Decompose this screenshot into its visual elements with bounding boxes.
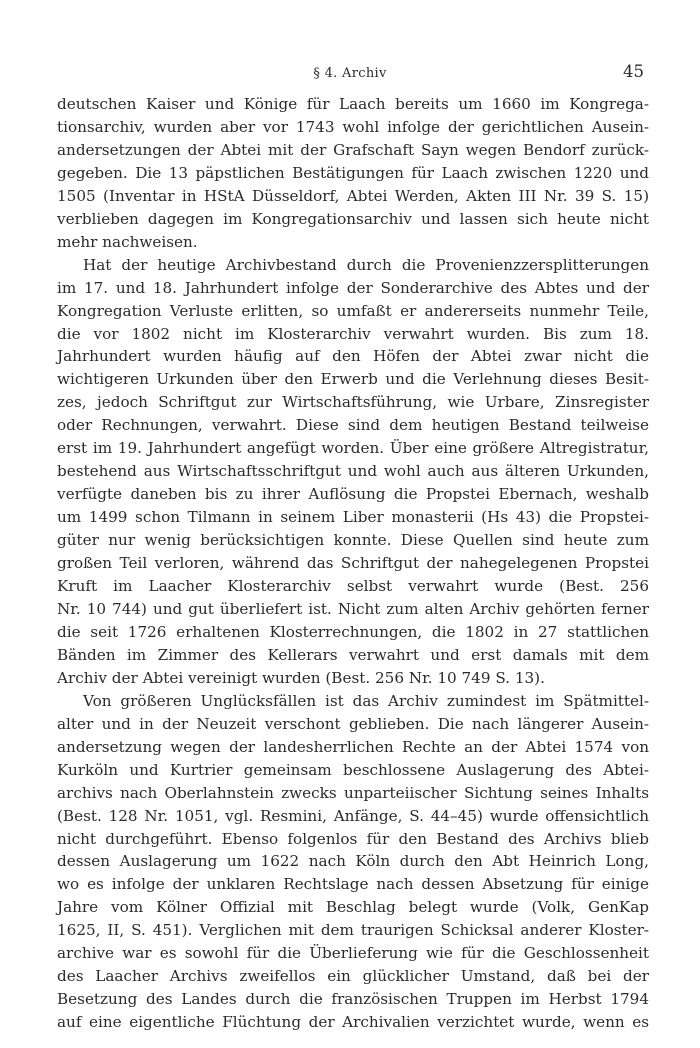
paragraph: [57, 93, 649, 254]
text-line: Bänden im Zimmer des Kellerars verwahrt und erst damals mit dem: [57, 645, 649, 664]
running-head: [0, 62, 700, 86]
text-line: verblieben dagegen im Kongregationsarchiv und lassen sich heute nicht: [57, 209, 649, 228]
text-line: tionsarchiv, wurden aber vor 1743 wohl infolge der gerichtlichen Ausein-: [57, 117, 649, 136]
body-text: [57, 93, 649, 1034]
text-line: Archiv der Abtei vereinigt wurden (Best. 256 Nr. 10 749 S. 13).: [57, 668, 545, 687]
text-line: erst im 19. Jahrhundert angefügt worden. Über eine größere Altregistratur,: [57, 439, 649, 458]
paragraph: [57, 690, 649, 1034]
text-line: Hat der heutige Archivbestand durch die Provenienzzersplitterungen: [83, 255, 649, 274]
text-line: Jahre vom Kölner Offizial mit Beschlag belegt wurde (Volk, GenKap: [57, 898, 649, 917]
page-number: 45: [623, 62, 644, 81]
text-line: auf eine eigentliche Flüchtung der Archivalien verzichtet wurde, wenn es: [57, 1013, 649, 1032]
text-line: verfügte daneben bis zu ihrer Auflösung die Propstei Ebernach, weshalb: [57, 485, 649, 504]
text-line: bestehend aus Wirtschaftsschriftgut und wohl auch aus älteren Urkunden,: [57, 462, 649, 481]
text-line: 1505 (Inventar in HStA Düsseldorf, Abtei Werden, Akten III Nr. 39 S. 15): [57, 186, 649, 205]
text-line: die vor 1802 nicht im Klosterarchiv verwahrt wurden. Bis zum 18.: [57, 324, 649, 343]
text-line: Kurköln und Kurtrier gemeinsam beschlossene Auslagerung des Abtei-: [57, 760, 649, 779]
text-line: Jahrhundert wurden häufig auf den Höfen der Abtei zwar nicht die: [57, 347, 649, 366]
text-line: um 1499 schon Tilmann in seinem Liber monasterii (Hs 43) die Propstei-: [57, 508, 649, 527]
text-line: großen Teil verloren, während das Schriftgut der nahegelegenen Propstei: [57, 554, 649, 573]
text-line: Kruft im Laacher Klosterarchiv selbst verwahrt wurde (Best. 256: [57, 577, 649, 596]
text-line: (Best. 128 Nr. 1051, vgl. Resmini, Anfänge, S. 44–45) wurde offensichtlich: [57, 806, 649, 825]
text-line: andersetzung wegen der landesherrlichen Rechte an der Abtei 1574 von: [57, 737, 649, 756]
text-line: Von größeren Unglücksfällen ist das Archiv zumindest im Spätmittel-: [83, 691, 649, 710]
text-line: wichtigeren Urkunden über den Erwerb und die Verlehnung dieses Besit-: [57, 370, 649, 389]
running-title: § 4. Archiv: [313, 66, 387, 81]
text-line: alter und in der Neuzeit verschont geblieben. Die nach längerer Ausein-: [57, 714, 649, 733]
text-line: archive war es sowohl für die Überlieferung wie für die Geschlossenheit: [57, 944, 649, 963]
text-line: des Laacher Archivs zweifellos ein glücklicher Umstand, daß bei der: [57, 967, 649, 986]
text-line: andersetzungen der Abtei mit der Grafschaft Sayn wegen Bendorf zurück-: [57, 140, 649, 159]
text-line: archivs nach Oberlahnstein zwecks unparteiischer Sichtung seines Inhalts: [57, 783, 649, 802]
text-line: Besetzung des Landes durch die französischen Truppen im Herbst 1794: [57, 990, 649, 1009]
text-line: im 17. und 18. Jahrhundert infolge der Sonderarchive des Abtes und der: [57, 278, 649, 297]
text-line: wo es infolge der unklaren Rechtslage nach dessen Absetzung für einige: [57, 875, 649, 894]
text-line: mehr nachweisen.: [57, 232, 198, 251]
text-line: oder Rechnungen, verwahrt. Diese sind dem heutigen Bestand teilweise: [57, 416, 649, 435]
text-line: dessen Auslagerung um 1622 nach Köln durch den Abt Heinrich Long,: [57, 852, 649, 871]
text-line: die seit 1726 erhaltenen Klosterrechnungen, die 1802 in 27 stattlichen: [57, 622, 649, 641]
text-line: 1625, II, S. 451). Verglichen mit dem traurigen Schicksal anderer Kloster-: [57, 921, 649, 940]
text-line: nicht durchgeführt. Ebenso folgenlos für den Bestand des Archivs blieb: [57, 829, 649, 848]
text-line: Kongregation Verluste erlitten, so umfaßt er andererseits nunmehr Teile,: [57, 301, 649, 320]
text-line: zes, jedoch Schriftgut zur Wirtschaftsführung, wie Urbare, Zinsregister: [57, 393, 649, 412]
text-line: deutschen Kaiser und Könige für Laach bereits um 1660 im Kongrega-: [57, 95, 649, 113]
text-line: güter nur wenig berücksichtigen konnte. Diese Quellen sind heute zum: [57, 531, 649, 550]
paragraph: [57, 254, 649, 690]
text-line: gegeben. Die 13 päpstlichen Bestätigungen für Laach zwischen 1220 und: [57, 163, 649, 182]
text-line: Nr. 10 744) und gut überliefert ist. Nicht zum alten Archiv gehörten ferner: [57, 599, 649, 618]
